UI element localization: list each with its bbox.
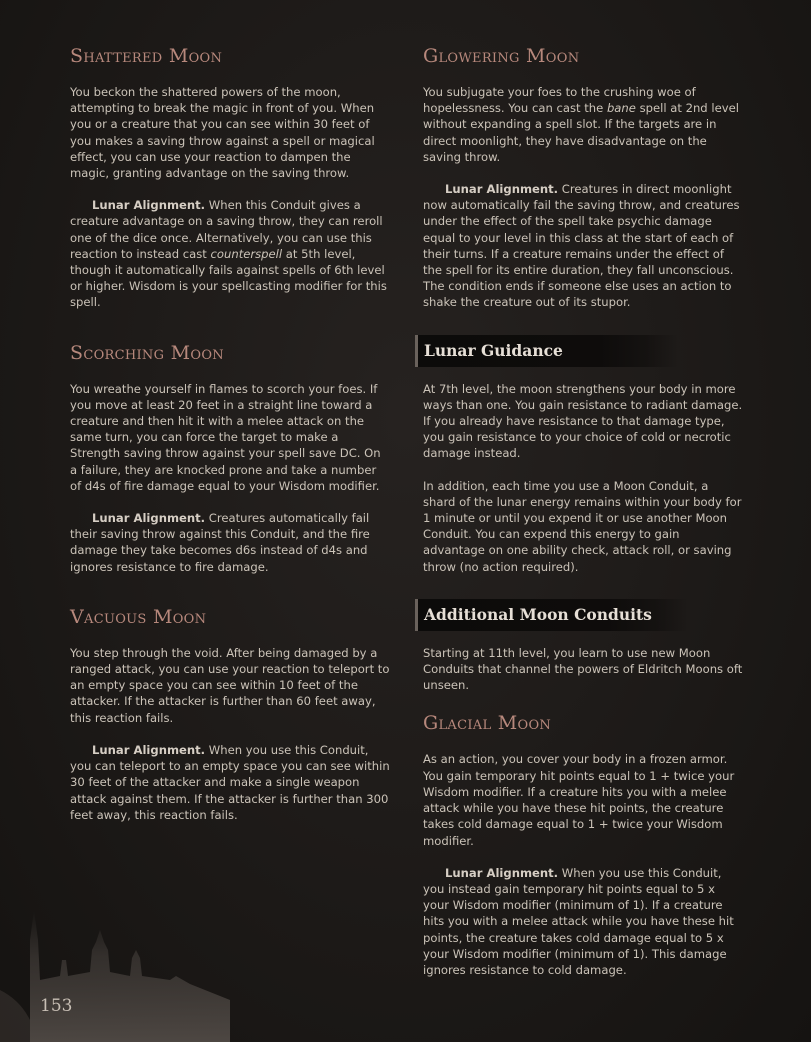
glowering-moon-heading: Glowering Moon (423, 45, 580, 67)
page-number: 153 (40, 996, 73, 1016)
additional-conduits-p1: Starting at 11th level, you learn to use new Moon Conduits that channel the powers of Eldritch Moons oft unseen. (423, 645, 743, 693)
body-text: spell at 2nd level without expanding a spell slot. If the targets are in direct moonlight, they have disadvantage on the saving throw. (423, 101, 739, 164)
shattered-moon-alignment (70, 197, 390, 310)
shattered-moon-heading: Shattered Moon (70, 45, 223, 67)
alignment-text: When you use this Conduit, you instead gain temporary hit points equal to 5 x your Wisdom modifier (minimum of 1). If a creature hits you with a melee attack while you have these hit points, the creature takes cold damage equal to 5 x your Wisdom modifier (minimum of 1). This damage ignores resistance to cold damage. (423, 865, 734, 977)
lunar-guidance-heading: Lunar Guidance (424, 341, 563, 361)
right-column (423, 44, 743, 978)
lunar-guidance-p1: At 7th level, the moon strengthens your body in more ways than one. You gain resistance to radiant damage. If you already have resistance to that damage type, you gain resistance to your choice of cold or necrotic damage instead. (423, 381, 743, 461)
castle-silhouette-decoration (0, 880, 230, 1042)
lunar-guidance-banner (415, 335, 678, 367)
lunar-guidance-section (423, 335, 743, 575)
glacial-moon-heading: Glacial Moon (423, 712, 552, 735)
glowering-moon-alignment (423, 181, 743, 311)
body-text: You subjugate your foes to the crushing woe of hopelessness. You can cast the (423, 85, 696, 116)
alignment-text: When this Conduit gives a creature advantage on a saving throw, they can reroll one of the dice once. Alternatively, you can use this reaction to instead cast (70, 198, 383, 261)
additional-conduits-section (423, 599, 743, 694)
lunar-alignment-label: Lunar Alignment. (445, 182, 559, 197)
spell-name: counterspell (210, 246, 283, 261)
lunar-alignment-label: Lunar Alignment. (445, 865, 559, 880)
alignment-text: When you use this Conduit, you can teleport to an empty space you can see within 30 feet of the attacker and make a single weapon attack against them. If the attacker is further than 300 feet away, this reaction fails. (70, 742, 390, 822)
lunar-alignment-label: Lunar Alignment. (92, 742, 206, 757)
vacuous-moon-heading: Vacuous Moon (70, 605, 207, 628)
lunar-guidance-p2: In addition, each time you use a Moon Conduit, a shard of the lunar energy remains within your body for 1 minute or until you expend it or use another Moon Conduit. You can expend this energy to gain advantage on one ability check, attack roll, or saving throw (no action required). (423, 478, 742, 574)
glacial-moon-alignment (423, 865, 743, 978)
vacuous-moon-body: You step through the void. After being damaged by a ranged attack, you can use your reaction to teleport to an empty space you can see within 10 feet of the attacker. If the attacker is further than 60 feet away, this reaction fails. (70, 645, 390, 725)
spell-name: bane (606, 101, 636, 116)
alignment-text: Creatures automatically fail their saving throw against this Conduit, and the fire damage they take becomes d6s instead of d4s and ignores resistance to fire damage. (70, 511, 370, 574)
lunar-alignment-label: Lunar Alignment. (92, 511, 206, 526)
scorching-moon-heading: Scorching Moon (70, 341, 224, 364)
scorching-moon-body: You wreathe yourself in flames to scorch your foes. If you move at least 20 feet in a straight line toward a creature and then hit it with a melee attack on the same turn, you can force the target to make a Strength saving throw against your spell save DC. On a failure, they are knocked prone and take a number of d4s of fire damage equal to your Wisdom modifier. (70, 381, 381, 493)
scorching-moon-section (70, 341, 390, 575)
alignment-text: at 5th level, though it automatically fails against spells of 6th level or higher. Wisdom is your spellcasting modifier for this spell. (70, 246, 387, 310)
scorching-moon-alignment (70, 510, 390, 575)
lunar-alignment-label: Lunar Alignment. (92, 198, 206, 213)
alignment-text: Creatures in direct moonlight now automatically fail the saving throw, and creatures under the effect of the spell take psychic damage equal to your level in this class at the start of each of their turns. If a creature remains under the effect of the spell for its entire duration, they fall unconscious. The condition ends if someone else uses an action to shake the creature out of its stupor. (423, 182, 740, 310)
vacuous-moon-section (70, 605, 390, 823)
shattered-moon-section (70, 44, 390, 311)
left-column (70, 44, 390, 823)
glacial-moon-section (423, 711, 743, 978)
additional-conduits-heading: Additional Moon Conduits (424, 605, 652, 625)
glacial-moon-body: As an action, you cover your body in a frozen armor. You gain temporary hit points equal to 1 + twice your Wisdom modifier. If a creature hits you with a melee attack while you have these hit points, the creature takes cold damage equal to 1 + twice your Wisdom modifier. (423, 752, 735, 848)
glowering-moon-section (423, 44, 743, 311)
glowering-moon-body (423, 84, 743, 165)
shattered-moon-body: You beckon the shattered powers of the moon, attempting to break the magic in front of you. When you or a creature that you can see within 30 feet of you makes a saving throw against a spell or magical effect, you can use your reaction to dampen the magic, granting advantage on the saving throw. (70, 85, 375, 181)
additional-conduits-banner (415, 599, 688, 631)
vacuous-moon-alignment (70, 742, 390, 823)
